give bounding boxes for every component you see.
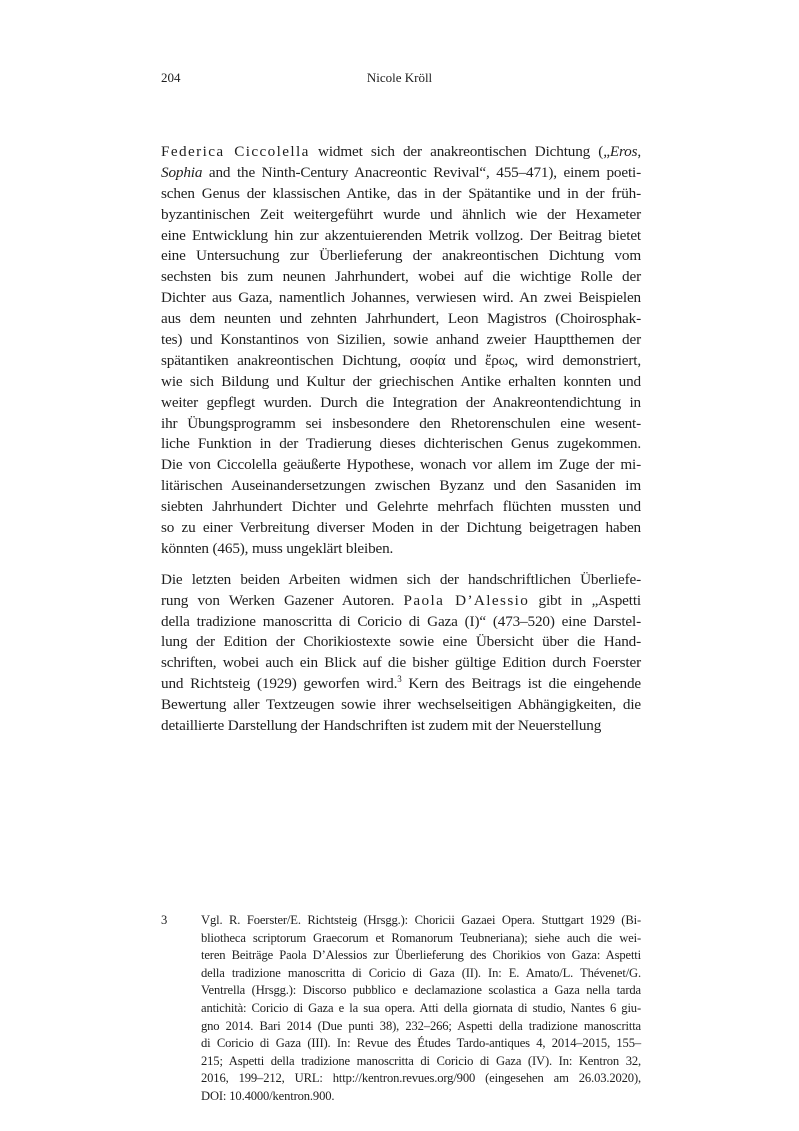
text-line (161, 632, 641, 653)
text-segment: byzantinischen Zeit weitergeführt wurde und ähnlich wie der Hexameter (161, 205, 641, 223)
text-segment: widmet sich der anakreontischen Dichtung („ (309, 143, 610, 160)
footnote-ref: 3 (397, 674, 402, 685)
text-segment: ihr Übungsprogramm sei insbesondere den Rhetorenschulen eine wesent- (161, 414, 641, 432)
text-line (161, 497, 641, 518)
text-line (201, 1035, 641, 1053)
text-segment: Eros (609, 143, 638, 160)
text-segment: bliotheca scriptorum Graecorum et Romanorum Teubneriana); siehe auch die wei- (201, 930, 641, 945)
text-segment: di Coricio di Gaza (III). In: Revue des Études Tardo-antiques 4, 2014–2015, 155– (201, 1036, 641, 1051)
text-segment: Bewertung aller Textzeugen sowie ihrer wechselseitigen Abhängigkeiten, die (161, 696, 641, 714)
paragraph-dalessio (161, 570, 641, 737)
text-line (201, 947, 641, 965)
text-line (201, 1018, 641, 1036)
text-line (161, 434, 641, 455)
text-line (161, 246, 641, 267)
running-head: Nicole Kröll (366, 70, 433, 85)
text-segment: könnten (465), muss ungeklärt bleiben. (161, 539, 394, 557)
text-segment: Ventrella (Hrsgg.): Discorso pubblico e declamazione scolastica a Gaza nella tarda (201, 983, 641, 998)
text-line (161, 653, 641, 674)
text-segment: tes) und Konstantinos von Sizilien, sowie anhand zweier Hauptthemen der (161, 331, 641, 349)
paragraph-ciccolella (161, 142, 641, 560)
text-segment: detaillierte Darstellung der Handschriften ist zudem mit der Neuerstellung (161, 717, 602, 735)
text-line (161, 351, 641, 372)
text-line (201, 965, 641, 983)
text-segment: and the Ninth-Century Anacreontic Revival“, 455–471), einem poeti- (202, 163, 641, 181)
text-line (161, 455, 641, 476)
text-segment: 215; Aspetti della tradizione manoscritta di Coricio di Gaza (IV). In: Kentron 32, (201, 1053, 641, 1068)
text-line (201, 982, 641, 1000)
text-line (161, 267, 641, 288)
text-line (161, 393, 641, 414)
text-segment: Die letzten beiden Arbeiten widmen sich der handschriftlichen Überliefe- (161, 570, 641, 588)
text-segment: Die von Ciccolella geäußerte Hypothese, wonach vor allem im Zuge der mi- (161, 456, 641, 474)
text-segment: wie sich Bildung und Kultur der griechischen Antike erhalten konnten und (161, 372, 641, 390)
text-segment: , (637, 143, 641, 160)
text-line (161, 184, 641, 205)
text-line (201, 1088, 641, 1106)
text-segment: eine Untersuchung zur Überlieferung der anakreontischen Dichtung vom (161, 247, 641, 265)
text-line (201, 912, 641, 930)
text-segment: aus dem neunten und zehnten Jahrhundert, Leon Magistros (Choirosphak- (161, 310, 641, 328)
text-segment: weiter gepflegt wurden. Durch die Integration der Anakreontendichtung in (161, 393, 641, 411)
text-line (201, 930, 641, 948)
text-segment: und Richtsteig (1929) geworfen wird. (161, 675, 398, 693)
text-segment: della tradizione manoscritta di Coricio di Gaza (I)“ (473–520) eine Darstel- (161, 612, 641, 630)
text-line (161, 716, 641, 737)
text-line (161, 163, 641, 184)
page-number: 204 (161, 70, 181, 85)
text-line (161, 612, 641, 633)
text-line (161, 674, 641, 695)
text-segment: eine Entwicklung hin zur akzentuierenden Metrik vollzog. Der Beitrag bietet (161, 226, 641, 244)
text-segment: Kern des Beitrags ist die eingehende (401, 675, 641, 693)
text-line (201, 1070, 641, 1088)
text-line (161, 539, 641, 560)
text-line (161, 372, 641, 393)
text-line (201, 1053, 641, 1071)
text-segment: schriften, wobei auch ein Blick auf die bisher gültige Edition durch Foerster (161, 654, 641, 672)
text-segment: Sophia (161, 163, 203, 181)
text-segment: teren Beiträge Paola D’Alessios zur Überlieferung des Chorikios von Gaza: Aspetti (201, 948, 641, 963)
text-line (161, 330, 641, 351)
text-line (161, 226, 641, 247)
text-segment: schen Genus der klassischen Antike, das in der Spätantike und in der früh- (161, 184, 641, 202)
text-line (161, 205, 641, 226)
text-line (161, 414, 641, 435)
footnote-number: 3 (161, 913, 168, 927)
text-line (161, 518, 641, 539)
text-line (161, 695, 641, 716)
text-segment: antichità: Coricio di Gaza e la sua opera. Atti della giornata di studio, Nantes 6 giu- (201, 1000, 641, 1015)
text-segment: Vgl. R. Foerster/E. Richtsteig (Hrsgg.): Choricii Gazaei Opera. Stuttgart 1929 (Bi- (201, 913, 641, 927)
text-segment: Dichter aus Gaza, namentlich Johannes, verwiesen wird. An zwei Beispielen (161, 289, 641, 307)
text-line (161, 288, 641, 309)
text-line (161, 309, 641, 330)
text-segment: della tradizione manoscritta di Coricio di Gaza (II). In: E. Amato/L. Thévenet/G. (201, 965, 641, 980)
text-segment: gibt in „Aspetti (529, 591, 641, 609)
text-segment: litärischen Auseinandersetzungen zwischen Byzanz und den Sasaniden im (161, 477, 641, 495)
text-segment: gno 2014. Bari 2014 (Due punti 38), 232–266; Aspetti della tradizione manoscritta (201, 1018, 641, 1033)
main-text (161, 142, 641, 737)
text-segment: sechsten bis zum neunen Jahrhundert, wobei auf die wichtige Rolle der (161, 268, 641, 286)
text-segment: siebten Jahrhundert Dichter und Gelehrte mehrfach flüchten mussten und (161, 498, 641, 516)
text-line (161, 570, 641, 591)
text-segment: spätantiken anakreontischen Dichtung, σοφία und ἔρως, wird demonstriert, (161, 351, 641, 369)
text-segment: DOI: 10.4000/kentron.900. (201, 1088, 335, 1103)
text-line (161, 142, 641, 163)
text-line (161, 591, 641, 612)
text-segment: so zu einer Verbreitung diverser Moden in der Dichtung beigetragen haben (161, 519, 641, 537)
author-name: Paola D’Alessio (403, 591, 530, 609)
author-name: Federica Ciccolella (161, 143, 310, 160)
text-segment: liche Funktion in der Tradierung dieses dichterischen Genus zugekommen. (161, 435, 641, 453)
footnote-text (201, 912, 641, 1106)
text-line (161, 476, 641, 497)
text-line (201, 1000, 641, 1018)
text-segment: rung von Werken Gazener Autoren. (161, 591, 404, 609)
text-segment: 2016, 199–212, URL: http://kentron.revues.org/900 (eingesehen am 26.03.2020), (201, 1071, 641, 1086)
text-segment: lung der Edition der Chorikiostexte sowie eine Übersicht über die Hand- (161, 633, 641, 651)
